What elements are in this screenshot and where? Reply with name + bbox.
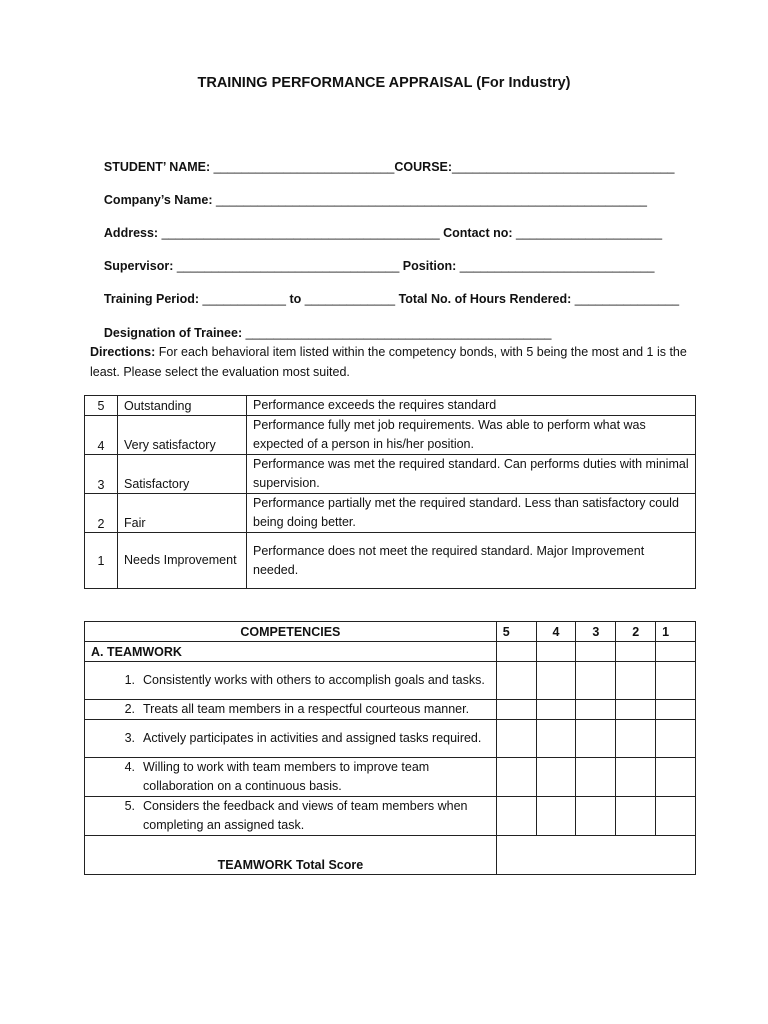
scale-rating: Needs Improvement [118, 533, 247, 589]
scale-row [85, 416, 696, 455]
teamwork-total-label: TEAMWORK Total Score [85, 836, 497, 875]
item-text: Considers the feedback and views of team members when completing an assigned task. [143, 799, 468, 832]
hours-field[interactable]: _______________ [571, 292, 680, 306]
competency-row [85, 720, 696, 758]
score-cell[interactable] [656, 700, 696, 720]
score-cell[interactable] [616, 720, 656, 758]
designation-field[interactable]: ____________________________________________ [242, 326, 552, 340]
scale-rating: Very satisfactory [118, 416, 247, 455]
competency-row [85, 662, 696, 700]
company-label: Company’s Name: [103, 193, 213, 207]
student-name-field[interactable]: __________________________ [210, 160, 395, 174]
title-main: TRAINING PERFORMANCE APPRAISAL [197, 75, 473, 91]
score-cell[interactable] [616, 700, 656, 720]
score-cell[interactable] [616, 758, 656, 797]
score-cell[interactable] [496, 662, 536, 700]
rating-scale-table [84, 395, 696, 589]
contact-label: Contact no: [443, 226, 513, 240]
score-cell[interactable] [656, 642, 696, 662]
training-start-field[interactable]: ____________ [199, 292, 290, 306]
section-row [85, 642, 696, 662]
score-cell[interactable] [496, 797, 536, 836]
scale-rating: Fair [118, 494, 247, 533]
competency-item [85, 720, 497, 758]
item-text: Consistently works with others to accomplish goals and tasks. [143, 673, 485, 687]
score-cell[interactable] [576, 662, 616, 700]
score-cell[interactable] [656, 720, 696, 758]
supervisor-label: Supervisor: [103, 259, 174, 273]
score-cell[interactable] [576, 700, 616, 720]
designation-label: Designation of Trainee: [103, 326, 243, 340]
score-cell[interactable] [496, 720, 536, 758]
scale-number: 2 [85, 494, 118, 533]
item-text: Willing to work with team members to improve team collaboration on a continuous basis. [143, 760, 430, 793]
competency-item [85, 758, 497, 797]
scale-number: 1 [85, 533, 118, 589]
teamwork-total-score[interactable] [496, 836, 695, 875]
item-number: 1. [124, 673, 135, 687]
scale-row [85, 396, 696, 416]
score-cell[interactable] [576, 642, 616, 662]
scale-row [85, 533, 696, 589]
score-header-4: 4 [536, 622, 576, 642]
supervisor-field[interactable]: ________________________________ [173, 259, 403, 273]
section-teamwork: A. TEAMWORK [85, 642, 497, 662]
score-cell[interactable] [536, 642, 576, 662]
score-header-1: 1 [656, 622, 696, 642]
scale-rating: Satisfactory [118, 455, 247, 494]
scale-rating: Outstanding [118, 396, 247, 416]
contact-field[interactable]: _____________________ [512, 226, 663, 240]
scale-description: Performance partially met the required standard. Less than satisfactory could being doing better. [247, 494, 696, 533]
position-field[interactable]: ____________________________ [456, 259, 655, 273]
item-text: Treats all team members in a respectful courteous manner. [143, 702, 470, 716]
score-cell[interactable] [576, 758, 616, 797]
scale-description: Performance was met the required standard. Can performs duties with minimal supervision. [247, 455, 696, 494]
score-cell[interactable] [616, 797, 656, 836]
item-number: 2. [124, 702, 135, 716]
score-cell[interactable] [536, 758, 576, 797]
item-number: 3. [124, 731, 135, 745]
course-label: COURSE: [394, 160, 453, 174]
score-cell[interactable] [656, 758, 696, 797]
score-cell[interactable] [536, 700, 576, 720]
address-field[interactable]: ________________________________________ [158, 226, 444, 240]
competency-row [85, 700, 696, 720]
score-cell[interactable] [576, 720, 616, 758]
score-cell[interactable] [496, 700, 536, 720]
score-cell[interactable] [616, 642, 656, 662]
course-field[interactable]: ________________________________ [452, 160, 675, 174]
directions-text [90, 342, 690, 382]
score-header-2: 2 [616, 622, 656, 642]
address-label: Address: [103, 226, 159, 240]
score-cell[interactable] [576, 797, 616, 836]
item-text: Actively participates in activities and assigned tasks required. [143, 731, 482, 745]
competency-item [85, 797, 497, 836]
company-field[interactable]: ______________________________________________________________ [212, 193, 647, 207]
competency-row [85, 797, 696, 836]
competencies-header-row [85, 622, 696, 642]
scale-row [85, 494, 696, 533]
directions-body: For each behavioral item listed within the competency bonds, with 5 being the most and 1 is the least. Please select the evaluation most suited. [90, 345, 687, 379]
score-cell[interactable] [496, 758, 536, 797]
score-cell[interactable] [536, 662, 576, 700]
scale-description: Performance exceeds the requires standard [247, 396, 696, 416]
scale-description: Performance fully met job requirements. Was able to perform what was expected of a person in his/her position. [247, 416, 696, 455]
score-cell[interactable] [536, 797, 576, 836]
scale-number: 3 [85, 455, 118, 494]
competencies-table [84, 621, 696, 875]
scale-number: 4 [85, 416, 118, 455]
page-title [0, 75, 768, 91]
scale-number: 5 [85, 396, 118, 416]
directions-label: Directions: [90, 345, 156, 359]
position-label: Position: [402, 259, 457, 273]
item-number: 5. [124, 799, 135, 813]
competency-item [85, 662, 497, 700]
training-period-label: Training Period: [103, 292, 200, 306]
score-cell[interactable] [656, 797, 696, 836]
item-number: 4. [124, 760, 135, 774]
student-name-label: STUDENT’ NAME: [103, 160, 211, 174]
to-label: to [289, 292, 302, 306]
training-end-field[interactable]: _____________ [301, 292, 399, 306]
score-header-3: 3 [576, 622, 616, 642]
score-cell[interactable] [496, 642, 536, 662]
score-header-5: 5 [496, 622, 536, 642]
scale-description: Performance does not meet the required standard. Major Improvement needed. [247, 533, 696, 589]
competencies-header: COMPETENCIES [85, 622, 497, 642]
score-cell[interactable] [616, 662, 656, 700]
hours-label: Total No. of Hours Rendered: [398, 292, 572, 306]
scale-row [85, 455, 696, 494]
score-cell[interactable] [536, 720, 576, 758]
title-sub: (For Industry) [476, 75, 571, 91]
competency-row [85, 758, 696, 797]
competency-item [85, 700, 497, 720]
total-row [85, 836, 696, 875]
score-cell[interactable] [656, 662, 696, 700]
